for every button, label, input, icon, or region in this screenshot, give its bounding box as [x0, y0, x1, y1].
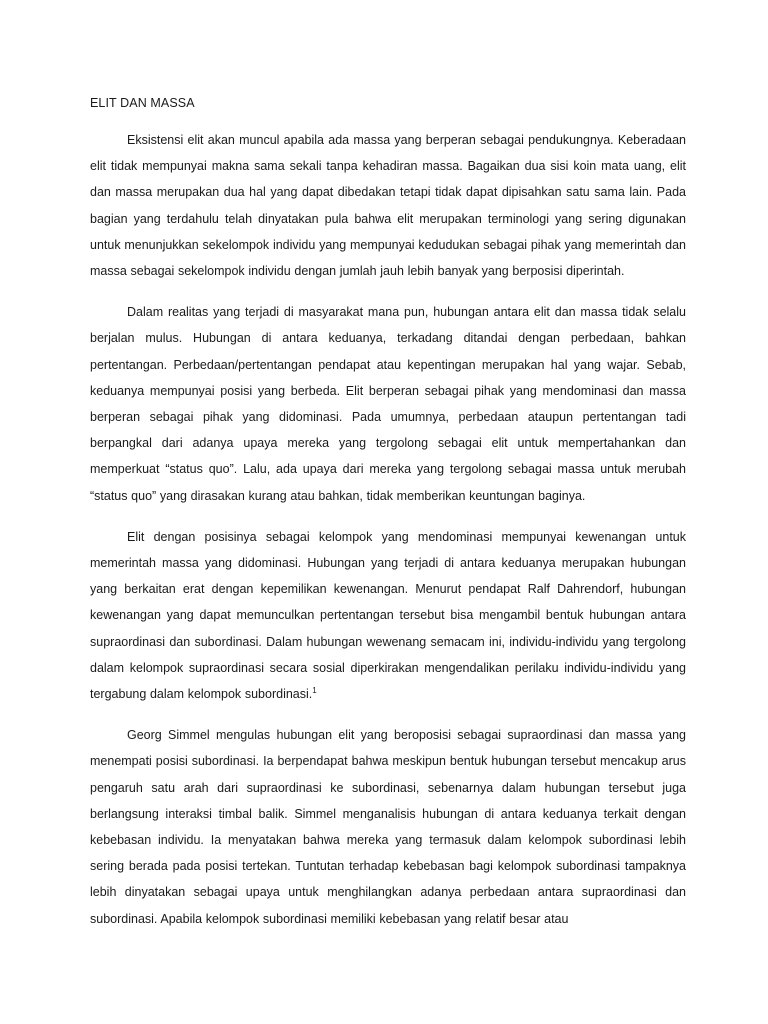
- paragraph-3-text: Elit dengan posisinya sebagai kelompok yang mendominasi mempunyai kewenangan untuk memerintah massa yang didominasi. Hubungan yang terjadi di antara keduanya merupakan hubungan yang berkaitan erat dengan kepemilikan kewenangan. Menurut pendapat Ralf Dahrendorf, hubungan kewenangan yang dapat memunculkan pertentangan tersebut bisa mengambil bentuk hubungan antara supraordinasi dan subordinasi. Dalam hubungan wewenang semacam ini, individu-individu yang tergolong dalam kelompok supraordinasi secara sosial diperkirakan mengendalikan perilaku individu-individu yang tergabung dalam kelompok subordinasi.: [90, 529, 686, 702]
- paragraph-4: [90, 722, 686, 932]
- paragraph-1-text: Eksistensi elit akan muncul apabila ada massa yang berperan sebagai pendukungnya. Keberadaan elit tidak mempunyai makna sama sekali tanpa kehadiran massa. Bagaikan dua sisi koin mata uang, elit dan massa merupakan dua hal yang dapat dibedakan tetapi tidak dapat dipisahkan satu sama lain. Pada bagian yang terdahulu telah dinyatakan pula bahwa elit merupakan terminologi yang sering digunakan untuk menunjukkan sekelompok individu yang mempunyai kedudukan sebagai pihak yang memerintah dan massa sebagai sekelompok individu dengan jumlah jauh lebih banyak yang berposisi diperintah.: [90, 133, 686, 279]
- paragraph-2: [90, 299, 686, 509]
- paragraph-4-text: Georg Simmel mengulas hubungan elit yang beroposisi sebagai supraordinasi dan massa yang menempati posisi subordinasi. Ia berpendapat bahwa meskipun bentuk hubungan tersebut mencakup arus pengaruh satu arah dari supraordinasi ke subordinasi, sebenarnya dalam hubungan tersebut juga berlangsung interaksi timbal balik. Simmel menganalisis hubungan di antara keduanya terkait dengan kebebasan individu. Ia menyatakan bahwa mereka yang termasuk dalam kelompok subordinasi lebih sering berada pada posisi tertekan. Tuntutan terhadap kebebasan bagi kelompok subordinasi tampaknya lebih dinyatakan sebagai upaya untuk menghilangkan adanya perbedaan antara supraordinasi dan subordinasi. Apabila kelompok subordinasi memiliki kebebasan yang relatif besar atau: [90, 728, 686, 926]
- paragraph-3: [90, 524, 686, 707]
- paragraph-2-text: Dalam realitas yang terjadi di masyarakat mana pun, hubungan antara elit dan massa tidak selalu berjalan mulus. Hubungan di antara keduanya, terkadang ditandai dengan perbedaan, bahkan pertentangan. Perbedaan/pertentangan pendapat atau kepentingan merupakan hal yang wajar. Sebab, keduanya mempunyai posisi yang berbeda. Elit berperan sebagai pihak yang mendominasi dan massa berperan sebagai pihak yang didominasi. Pada umumnya, perbedaan ataupun pertentangan tadi berpangkal dari adanya upaya mereka yang tergolong sebagai elit untuk mempertahankan dan memperkuat “status quo”. Lalu, ada upaya dari mereka yang tergolong sebagai massa untuk merubah “status quo” yang dirasakan kurang atau bahkan, tidak memberikan keuntungan baginya.: [90, 305, 686, 503]
- footnote-marker[interactable]: 1: [312, 685, 317, 695]
- document-title: ELIT DAN MASSA: [90, 96, 195, 110]
- paragraph-1: [90, 127, 686, 284]
